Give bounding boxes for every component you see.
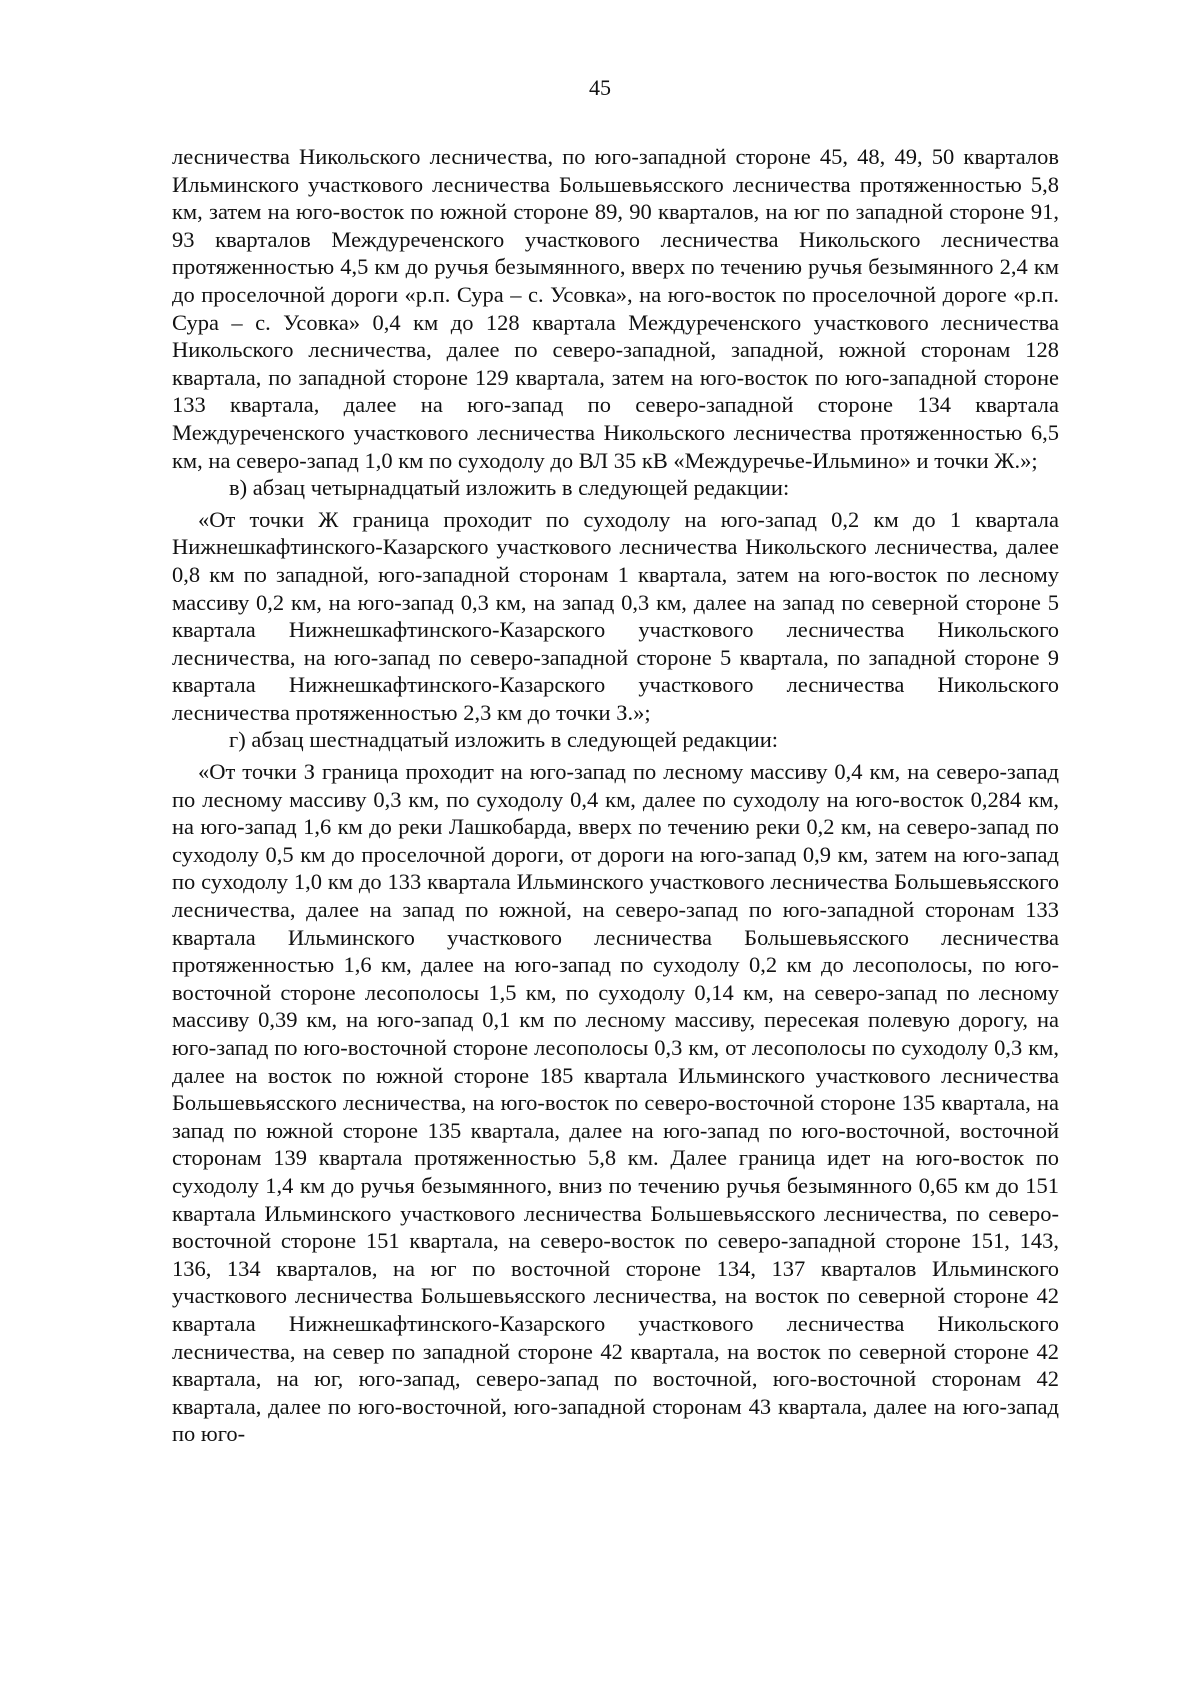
paragraph-continuation: лесничества Никольского лесничества, по юго-западной стороне 45, 48, 49, 50 кварталов Ильминского участкового лесничества Большевьясского лесничества протяженностью 5,8 км, затем на юго-восток по южной стороне 89, 90 кварталов, на юг по западной стороне 91, 93 кварталов Междуреченского участкового лесничества Никольского лесничества протяженностью 4,5 км до ручья безымянного, вверх по течению ручья безымянного 2,4 км до проселочной дороги «р.п. Сура – с. Усовка», на юго-восток по проселочной дороге «р.п. Сура – с. Усовка» 0,4 км до 128 квартала Междуреченского участкового лесничества Никольского лесничества, далее по северо-западной, западной, южной сторонам 128 квартала, по западной стороне 129 квартала, затем на юго-восток по юго-западной стороне 133 квартала, далее на юго-запад по северо-западной стороне 134 квартала Междуреченского участкового лесничества Никольского лесничества протяженностью 6,5 км, на северо-запад 1,0 км по суходолу до ВЛ 35 кВ «Междуречье-Ильмино» и точки Ж.»; bbox=[172, 144, 1059, 473]
paragraph-item-g: г) абзац шестнадцатый изложить в следующей редакции: bbox=[229, 727, 779, 753]
document-body bbox=[172, 143, 1059, 1448]
paragraph-quote-point-zh: «От точки Ж граница проходит по суходолу на юго-запад 0,2 км до 1 квартала Нижнешкафтинского-Казарского участкового лесничества Никольского лесничества, далее 0,8 км по западной, юго-западной сторонам 1 квартала, затем на юго-восток по лесному массиву 0,2 км, на юго-запад 0,3 км, на запад 0,3 км, далее на запад по северной стороне 5 квартала Нижнешкафтинского-Казарского участкового лесничества Никольского лесничества, на юго-запад по северо-западной стороне 5 квартала, по западной стороне 9 квартала Нижнешкафтинского-Казарского участкового лесничества Никольского лесничества протяженностью 2,3 км до точки З.»; bbox=[172, 506, 1059, 725]
page-number: 45 bbox=[589, 75, 611, 100]
paragraph-quote-point-z: «От точки З граница проходит на юго-запад по лесному массиву 0,4 км, на северо-запад по лесному массиву 0,3 км, по суходолу 0,4 км, далее по суходолу на юго-восток 0,284 км, на юго-запад 1,6 км до реки Лашкобарда, вверх по течению реки 0,2 км, на северо-запад по суходолу 0,5 км до проселочной дороги, от дороги на юго-запад 0,9 км, затем на юго-запад по суходолу 1,0 км до 133 квартала Ильминского участкового лесничества Большевьясского лесничества, далее на запад по южной, на северо-запад по юго-западной сторонам 133 квартала Ильминского участкового лесничества Большевьясского лесничества протяженностью 1,6 км, далее на юго-запад по суходолу 0,2 км до лесополосы, по юго-восточной стороне лесополосы 1,5 км, по суходолу 0,14 км, на северо-запад по лесному массиву 0,39 км, на юго-запад 0,1 км по лесному массиву, пересекая полевую дорогу, на юго-запад по юго-восточной стороне лесополосы 0,3 км, от лесополосы по суходолу 0,3 км, далее на восток по южной стороне 185 квартала Ильминского участкового лесничества Большевьясского лесничества, на юго-восток по северо-восточной стороне 135 квартала, на запад по южной стороне 135 квартала, далее на юго-запад по юго-восточной, восточной сторонам 139 квартала протяженностью 5,8 км. Далее граница идет на юго-восток по суходолу 1,4 км до ручья безымянного, вниз по течению ручья безымянного 0,65 км до 151 квартала Ильминского участкового лесничества Большевьясского лесничества, по северо-восточной стороне 151 квартала, на северо-восток по северо-западной стороне 151, 143, 136, 134 кварталов, на юг по восточной стороне 134, 137 кварталов Ильминского участкового лесничества Большевьясского лесничества, на восток по северной стороне 42 квартала Нижнешкафтинского-Казарского участкового лесничества Никольского лесничества, на север по западной стороне 42 квартала, на восток по северной стороне 42 квартала, на юг, юго-запад, северо-запад по восточной, юго-восточной сторонам 42 квартала, далее по юго-восточной, юго-западной сторонам 43 квартала, далее на юго-запад по юго- bbox=[172, 759, 1059, 1447]
paragraph-item-v: в) абзац четырнадцатый изложить в следующей редакции: bbox=[229, 475, 790, 501]
